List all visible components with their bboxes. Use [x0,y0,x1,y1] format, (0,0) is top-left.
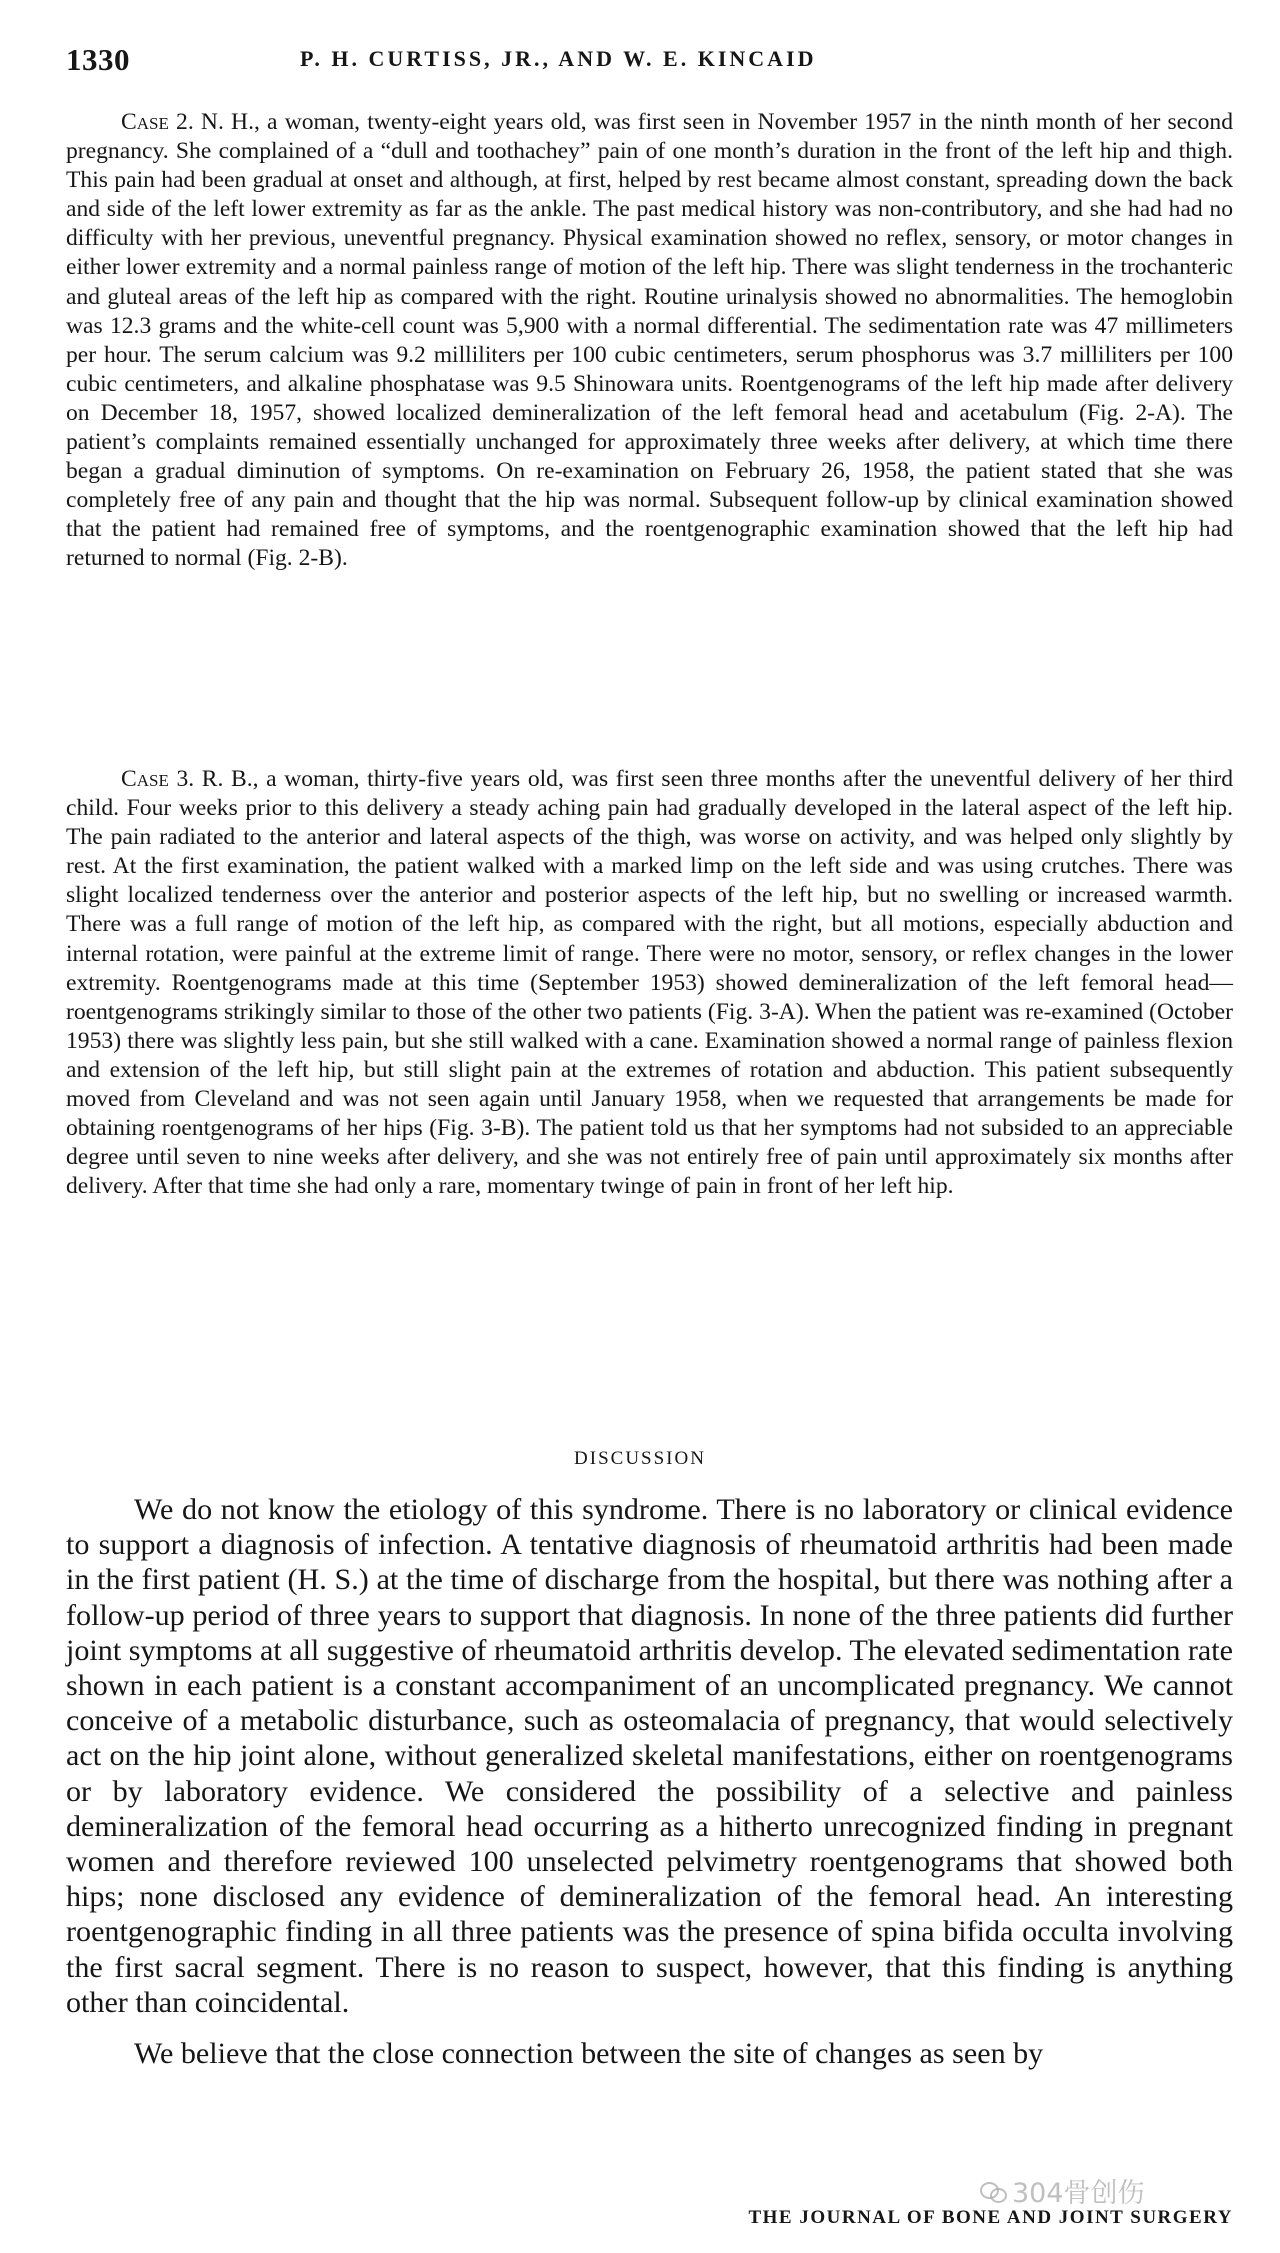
case-2-paragraph [66,108,1233,574]
case-2-label: Case 2. [121,109,194,135]
case-2-section [66,108,1233,574]
discussion-heading: DISCUSSION [574,1448,706,1469]
case-3-paragraph [66,765,1233,1201]
watermark-text: 304骨创伤 [1012,2178,1145,2209]
case-3-text: R. B., a woman, thirty-five years old, was first seen three months after the uneventful delivery of her third child. Four weeks prior to this delivery a steady aching pain had gradually developed in the lateral aspect of the left hip. The pain radiated to the anterior and lateral aspects of the thigh, was worse on activity, and was helped only slightly by rest. At the first examination, the patient walked with a marked limp on the left side and was using crutches. There was slight localized tenderness over the anterior and posterior aspects of the left hip, but no swelling or increased warmth. There was a full range of motion of the left hip, as compared with the right, but all motions, especially abduction and internal rotation, were painful at the extreme limit of range. There were no motor, sensory, or reflex changes in the lower extremity. Roentgenograms made at this time (September 1953) showed demineralization of the left femoral head—roentgenograms strikingly similar to those of the other two patients (Fig. 3-A). When the patient was re-examined (October 1953) there was slightly less pain, but she still walked with a cane. Examination showed a normal range of painless flexion and extension of the left hip, but still slight pain at the extremes of rotation and abduction. This patient subsequently moved from Cleveland and was not seen again until January 1958, when we requested that arrangements be made for obtaining roentgenograms of her hips (Fig. 3-B). The patient told us that her symptoms had not subsided to an appreciable degree until seven to nine weeks after delivery, and she was not entirely free of pain until approximately six months after delivery. After that time she had only a rare, momentary twinge of pain in front of her left hip. [66,766,1233,1200]
watermark [980,2171,1145,2210]
discussion-paragraph-1: We do not know the etiology of this syndrome. There is no laboratory or clinical evidence to support a diagnosis of infection. A tentative diagnosis of rheumatoid arthritis had been made in the first patient (H. S.) at the time of discharge from the hospital, but there was nothing after a follow-up period of three years to support that diagnosis. In none of the three patients did further joint symptoms at all suggestive of rheumatoid arthritis develop. The elevated sedimentation rate shown in each patient is a constant accompaniment of an uncomplicated pregnancy. We cannot conceive of a metabolic disturbance, such as osteomalacia of pregnancy, that would selectively act on the hip joint alone, without generalized skeletal manifestations, either on roentgenograms or by laboratory evidence. We considered the possibility of a selective and painless demineralization of the femoral head occurring as a hitherto unrecognized finding in pregnant women and therefore reviewed 100 unselected pelvimetry roentgenograms that showed both hips; none disclosed any evidence of demineralization of the femoral head. An interesting roentgenographic finding in all three patients was the presence of spina bifida occulta involving the first sacral segment. There is no reason to suspect, however, that this finding is anything other than coincidental. [66,1492,1233,2019]
case-3-section [66,765,1233,1201]
journal-footer: THE JOURNAL OF BONE AND JOINT SURGERY [748,2207,1233,2228]
case-3-label: Case 3. [121,766,195,792]
page-number: 1330 [66,42,130,77]
running-head-authors: P. H. CURTISS, JR., AND W. E. KINCAID [300,46,817,71]
wechat-icon [980,2180,1006,2202]
case-2-text: N. H., a woman, twenty-eight years old, was first seen in November 1957 in the ninth month of her second pregnancy. She complained of a “dull and toothachey” pain of one month’s duration in the front of the left hip and thigh. This pain had been gradual at onset and although, at first, helped by rest became almost constant, spreading down the back and side of the left lower extremity as far as the ankle. The past medical history was non-contributory, and she had had no difficulty with her previous, uneventful pregnancy. Physical examination showed no reflex, sensory, or motor changes in either lower extremity and a normal painless range of motion of the left hip. There was slight tenderness in the trochanteric and gluteal areas of the left hip as compared with the right. Routine urinalysis showed no abnormalities. The hemoglobin was 12.3 grams and the white-cell count was 5,900 with a normal differential. The sedimentation rate was 47 millimeters per hour. The serum calcium was 9.2 milliliters per 100 cubic centimeters, serum phosphorus was 3.7 milliliters per 100 cubic centimeters, and alkaline phosphatase was 9.5 Shinowara units. Roentgenograms of the left hip made after delivery on December 18, 1957, showed localized demineralization of the left femoral head and acetabulum (Fig. 2-A). The patient’s complaints remained essentially unchanged for approximately three weeks after delivery, at which time there began a gradual diminution of symptoms. On re-examination on February 26, 1958, the patient stated that she was completely free of any pain and thought that the hip was normal. Subsequent follow-up by clinical examination showed that the patient had remained free of symptoms, and the roentgenographic examination showed that the left hip had returned to normal (Fig. 2-B). [66,109,1234,572]
discussion-section [66,1492,1233,2071]
discussion-paragraph-2: We believe that the close connection between the site of changes as seen by [134,2036,1044,2071]
